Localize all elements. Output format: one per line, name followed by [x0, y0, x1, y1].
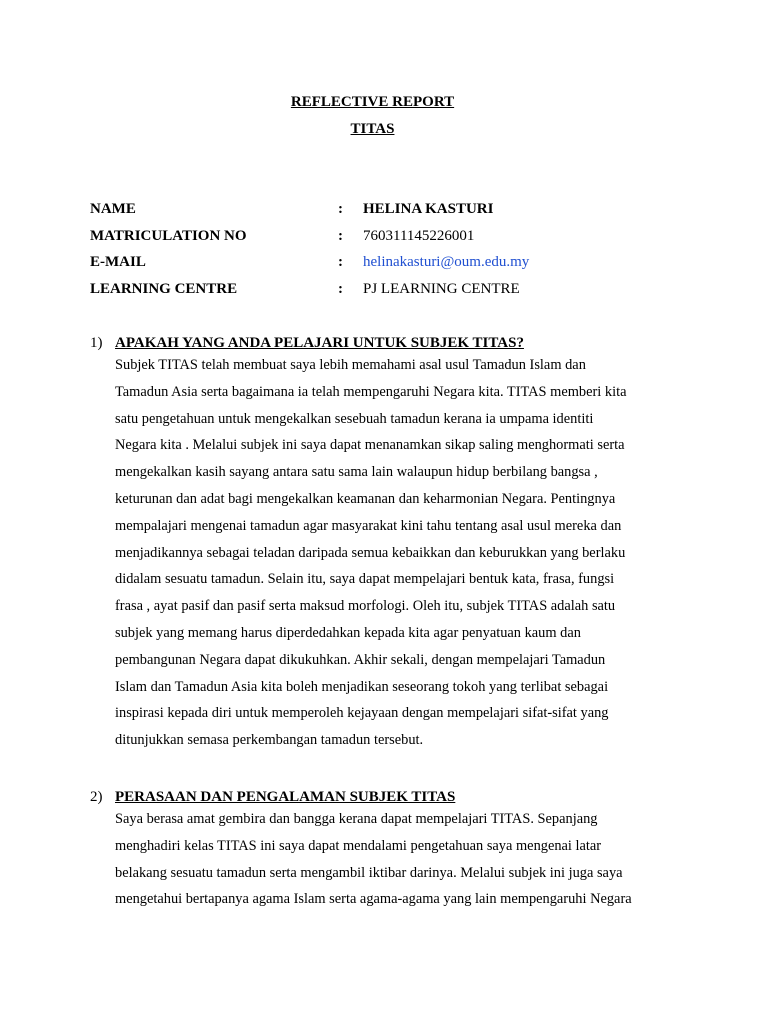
section-2: [90, 788, 670, 913]
report-title: REFLECTIVE REPORT: [290, 94, 455, 110]
info-row-email: [90, 253, 710, 280]
info-label: NAME: [90, 201, 136, 217]
section-heading: [90, 788, 670, 806]
body-line: pembangunan Negara dapat dikukuhkan. Akhir sekali, dengan mempelajari Tamadun: [115, 651, 606, 668]
body-line: Saya berasa amat gembira dan bangga kerana dapat mempelajari TITAS. Sepanjang: [115, 811, 598, 827]
section-body: [90, 352, 670, 754]
info-label: LEARNING CENTRE: [90, 280, 238, 297]
info-value-name: HELINA KASTURI: [363, 201, 494, 217]
body-line: Subjek TITAS telah membuat saya lebih memahami asal usul Tamadun Islam dan: [115, 357, 586, 373]
info-colon: :: [338, 227, 343, 244]
info-value-matriculation: 760311145226001: [363, 227, 475, 244]
section-heading: [90, 334, 670, 352]
report-subtitle: TITAS: [350, 121, 395, 137]
section-number: 1): [90, 335, 103, 351]
email-link[interactable]: helinakasturi@oum.edu.my: [363, 254, 530, 270]
info-row-matriculation: [90, 227, 710, 254]
info-colon: :: [338, 201, 343, 217]
body-line: mengekalkan kasih sayang antara satu sama lain walaupun hidup berbilang bangsa ,: [115, 464, 598, 481]
body-line: menghadiri kelas TITAS ini saya dapat mendalami pengetahuan saya mengenai latar: [115, 837, 602, 854]
body-line: didalam sesuatu tamadun. Selain itu, saya dapat mempelajari bentuk kata, frasa, fungsi: [115, 571, 615, 588]
body-line: subjek yang memang harus diperdedahkan kepada kita agar penyatuan kaum dan: [115, 624, 581, 641]
section-1: [90, 334, 670, 754]
info-colon: :: [338, 254, 343, 270]
body-line: Tamadun Asia serta bagaimana ia telah mempengaruhi Negara kita. TITAS memberi kita: [115, 383, 627, 400]
info-row-name: [90, 200, 710, 227]
section-body: [90, 806, 670, 913]
body-line: mengetahui bertapanya agama Islam serta agama-agama yang lain mempengaruhi Negara: [115, 891, 632, 908]
body-line: belakang sesuatu tamadun serta mengambil iktibar darinya. Melalui subjek ini juga saya: [115, 864, 623, 881]
info-label: E-MAIL: [90, 254, 146, 270]
info-row-learning-centre: [90, 280, 710, 307]
info-label: MATRICULATION NO: [90, 227, 247, 244]
student-info: [90, 200, 710, 306]
info-value-learning-centre: PJ LEARNING CENTRE: [363, 280, 520, 297]
body-line: frasa , ayat pasif dan pasif serta maksud morfologi. Oleh itu, subjek TITAS adalah satu: [115, 598, 616, 615]
body-line: ditunjukkan semasa perkembangan tamadun tersebut.: [115, 732, 424, 749]
body-line: mempalajari mengenai tamadun agar masyarakat kini tahu tentang asal usul mereka dan: [115, 517, 622, 534]
body-line: Negara kita . Melalui subjek ini saya dapat menanamkan sikap saling menghormati serta: [115, 437, 625, 454]
body-line: inspirasi kepada diri untuk memperoleh kejayaan dengan mempelajari sifat-sifat yang: [115, 705, 609, 722]
section-title: APAKAH YANG ANDA PELAJARI UNTUK SUBJEK TITAS?: [115, 335, 524, 351]
body-line: menjadikannya sebagai teladan daripada semua kebaikkan dan keburukkan yang berlaku: [115, 544, 626, 561]
section-title: PERASAAN DAN PENGALAMAN SUBJEK TITAS: [115, 789, 456, 805]
body-line: Islam dan Tamadun Asia kita boleh menjadikan seseorang tokoh yang terlibat sebagai: [115, 678, 609, 695]
info-colon: :: [338, 280, 343, 297]
body-line: keturunan dan adat bagi mengekalkan keamanan dan keharmonian Negara. Pentingnya: [115, 490, 616, 507]
body-line: satu pengetahuan untuk mengekalkan sesebuah tamadun kerana ia umpama identiti: [115, 410, 594, 427]
section-number: 2): [90, 789, 103, 805]
